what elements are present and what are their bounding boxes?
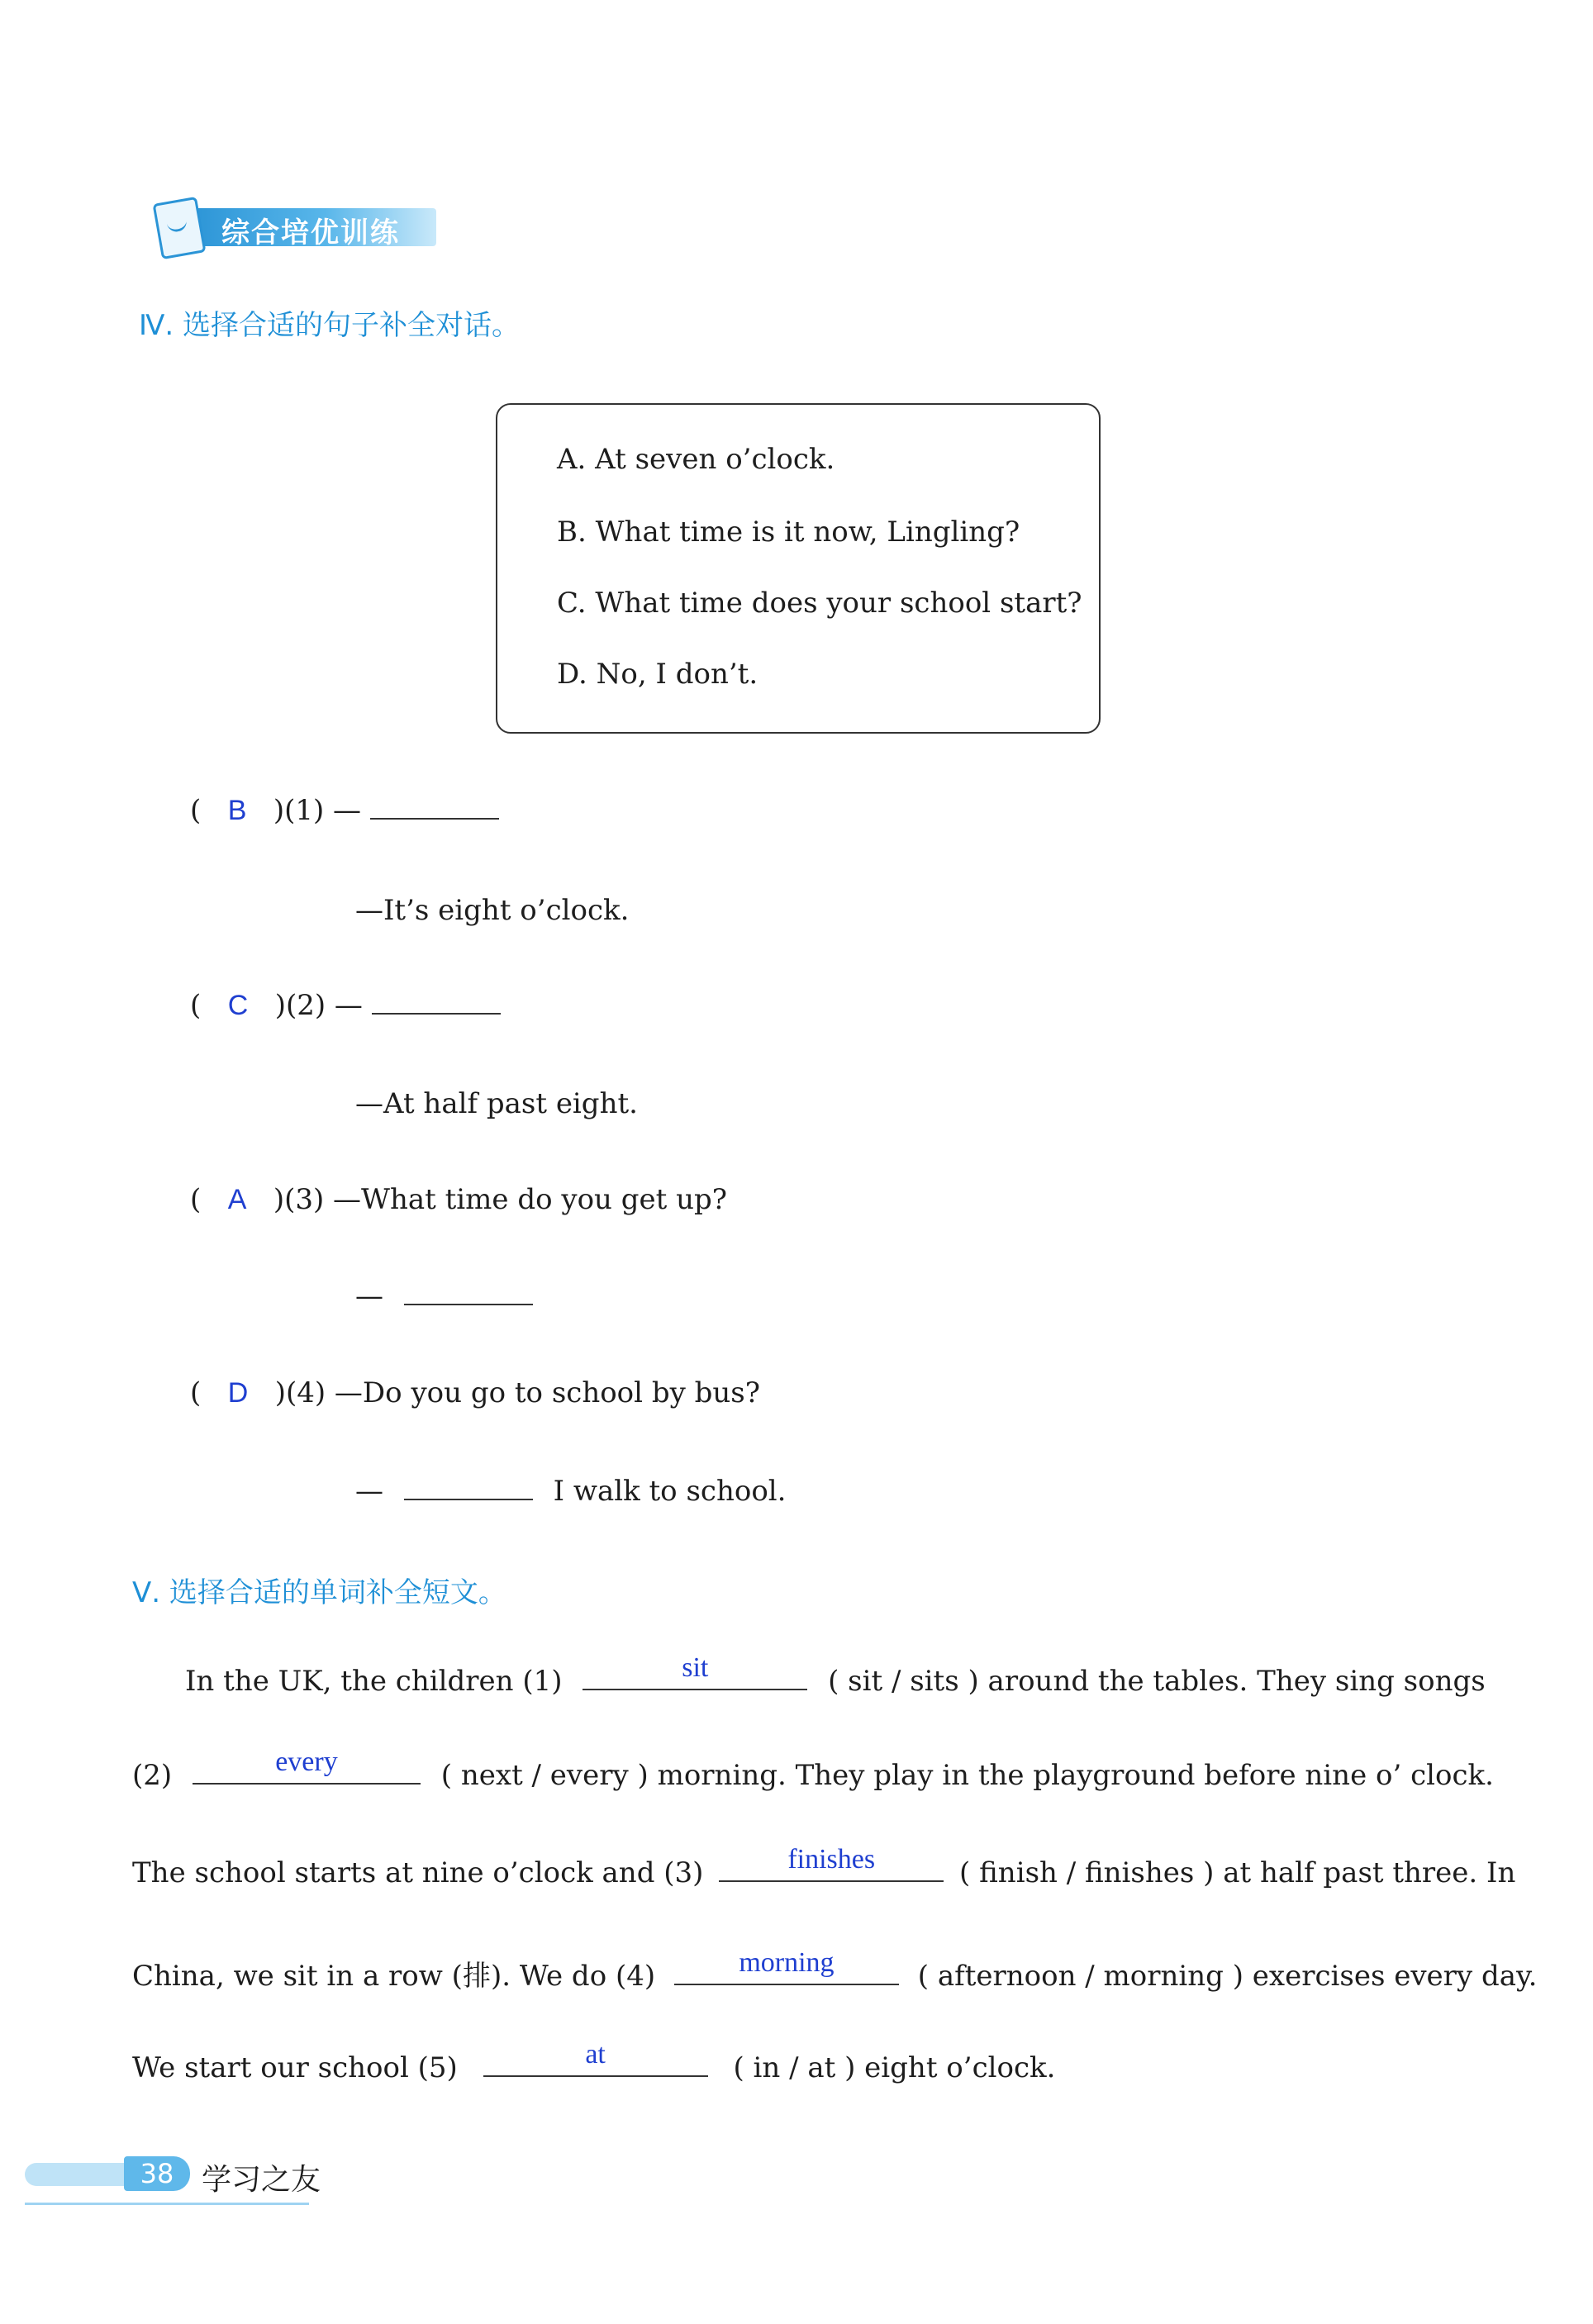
book-mascot-icon [153, 197, 207, 259]
fill-answer-4: morning [739, 1947, 835, 1978]
passage-5-post: ( in / at ) eight o’clock. [733, 2051, 1056, 2084]
fill-blank-5[interactable] [483, 2039, 708, 2077]
footer-rule [25, 2203, 309, 2205]
question-3: ( A )(3) —What time do you get up? [190, 1183, 728, 1216]
reply-4-tail: I walk to school. [553, 1475, 787, 1508]
answer-blank-2[interactable] [372, 988, 501, 1015]
reply-4-dash: — [355, 1475, 383, 1508]
passage-2-post: ( next / every ) morning. They play in the playground before nine o’ clock. [440, 1759, 1494, 1792]
option-a: A. At seven o’clock. [557, 443, 835, 476]
passage-3-post: ( finish / finishes ) at half past three. In [959, 1856, 1516, 1889]
option-c: C. What time does your school start? [557, 587, 1082, 620]
answer-4: D [227, 1377, 249, 1409]
footer-bar [25, 2163, 124, 2186]
question-4-number: )(4) — [274, 1376, 363, 1409]
reply-4 [355, 1474, 786, 1508]
question-1-number: )(1) — [273, 794, 362, 827]
question-4: ( D )(4) —Do you go to school by bus? [190, 1376, 760, 1409]
passage-line-4 [132, 1947, 1538, 1994]
fill-blank-4[interactable] [674, 1947, 899, 1985]
section-banner [139, 197, 469, 256]
banner-title: 综合培优训练 [221, 216, 400, 250]
reply-3-dash: — [355, 1280, 383, 1313]
answer-blank-3[interactable] [404, 1279, 533, 1305]
page-number: 38 [140, 2158, 174, 2189]
answer-3: A [227, 1184, 247, 1215]
reply-1: —It’s eight o’clock. [355, 894, 630, 927]
reply-3 [355, 1279, 533, 1313]
fill-answer-2: every [275, 1747, 338, 1777]
answer-1: B [227, 795, 247, 826]
passage-2-pre: (2) [132, 1759, 173, 1792]
paren-open: ( [190, 794, 228, 827]
options-box [496, 403, 1101, 734]
passage-line-1 [185, 1652, 1486, 1698]
fill-blank-2[interactable] [193, 1747, 421, 1785]
option-d: D. No, I don’t. [557, 658, 758, 691]
question-2: ( C )(2) — [190, 988, 501, 1022]
passage-line-3 [132, 1844, 1516, 1889]
question-3-number: )(3) — [273, 1183, 362, 1216]
fill-blank-3[interactable] [719, 1844, 944, 1882]
passage-3-pre: The school starts at nine o’clock and (3) [132, 1856, 704, 1889]
question-2-number: )(2) — [274, 989, 363, 1022]
passage-4-pre: China, we sit in a row (排). We do (4) [132, 1960, 656, 1993]
option-b: B. What time is it now, Lingling? [557, 516, 1020, 549]
reply-2: —At half past eight. [355, 1087, 638, 1120]
passage-1-pre: In the UK, the children (1) [185, 1665, 563, 1698]
question-3-prompt: What time do you get up? [361, 1183, 728, 1216]
passage-line-5 [132, 2039, 1056, 2084]
passage-line-2 [132, 1747, 1494, 1792]
question-1 [190, 793, 499, 827]
fill-answer-3: finishes [787, 1844, 876, 1875]
answer-blank-4[interactable] [404, 1474, 533, 1500]
fill-blank-1[interactable] [583, 1652, 807, 1690]
passage-1-post: ( sit / sits ) around the tables. They sing songs [828, 1665, 1486, 1698]
section-5-heading: Ⅴ. 选择合适的单词补全短文。 [132, 1576, 506, 1609]
passage-5-pre: We start our school (5) [132, 2051, 458, 2084]
section-4-heading: Ⅳ. 选择合适的句子补全对话。 [139, 309, 520, 342]
fill-answer-5: at [585, 2039, 606, 2070]
question-4-prompt: Do you go to school by bus? [362, 1376, 760, 1409]
answer-2: C [227, 990, 249, 1021]
passage-4-post: ( afternoon / morning ) exercises every day. [917, 1960, 1538, 1993]
fill-answer-1: sit [682, 1652, 709, 1683]
book-title: 学习之友 [202, 2163, 321, 2197]
answer-blank-1[interactable] [370, 793, 499, 820]
